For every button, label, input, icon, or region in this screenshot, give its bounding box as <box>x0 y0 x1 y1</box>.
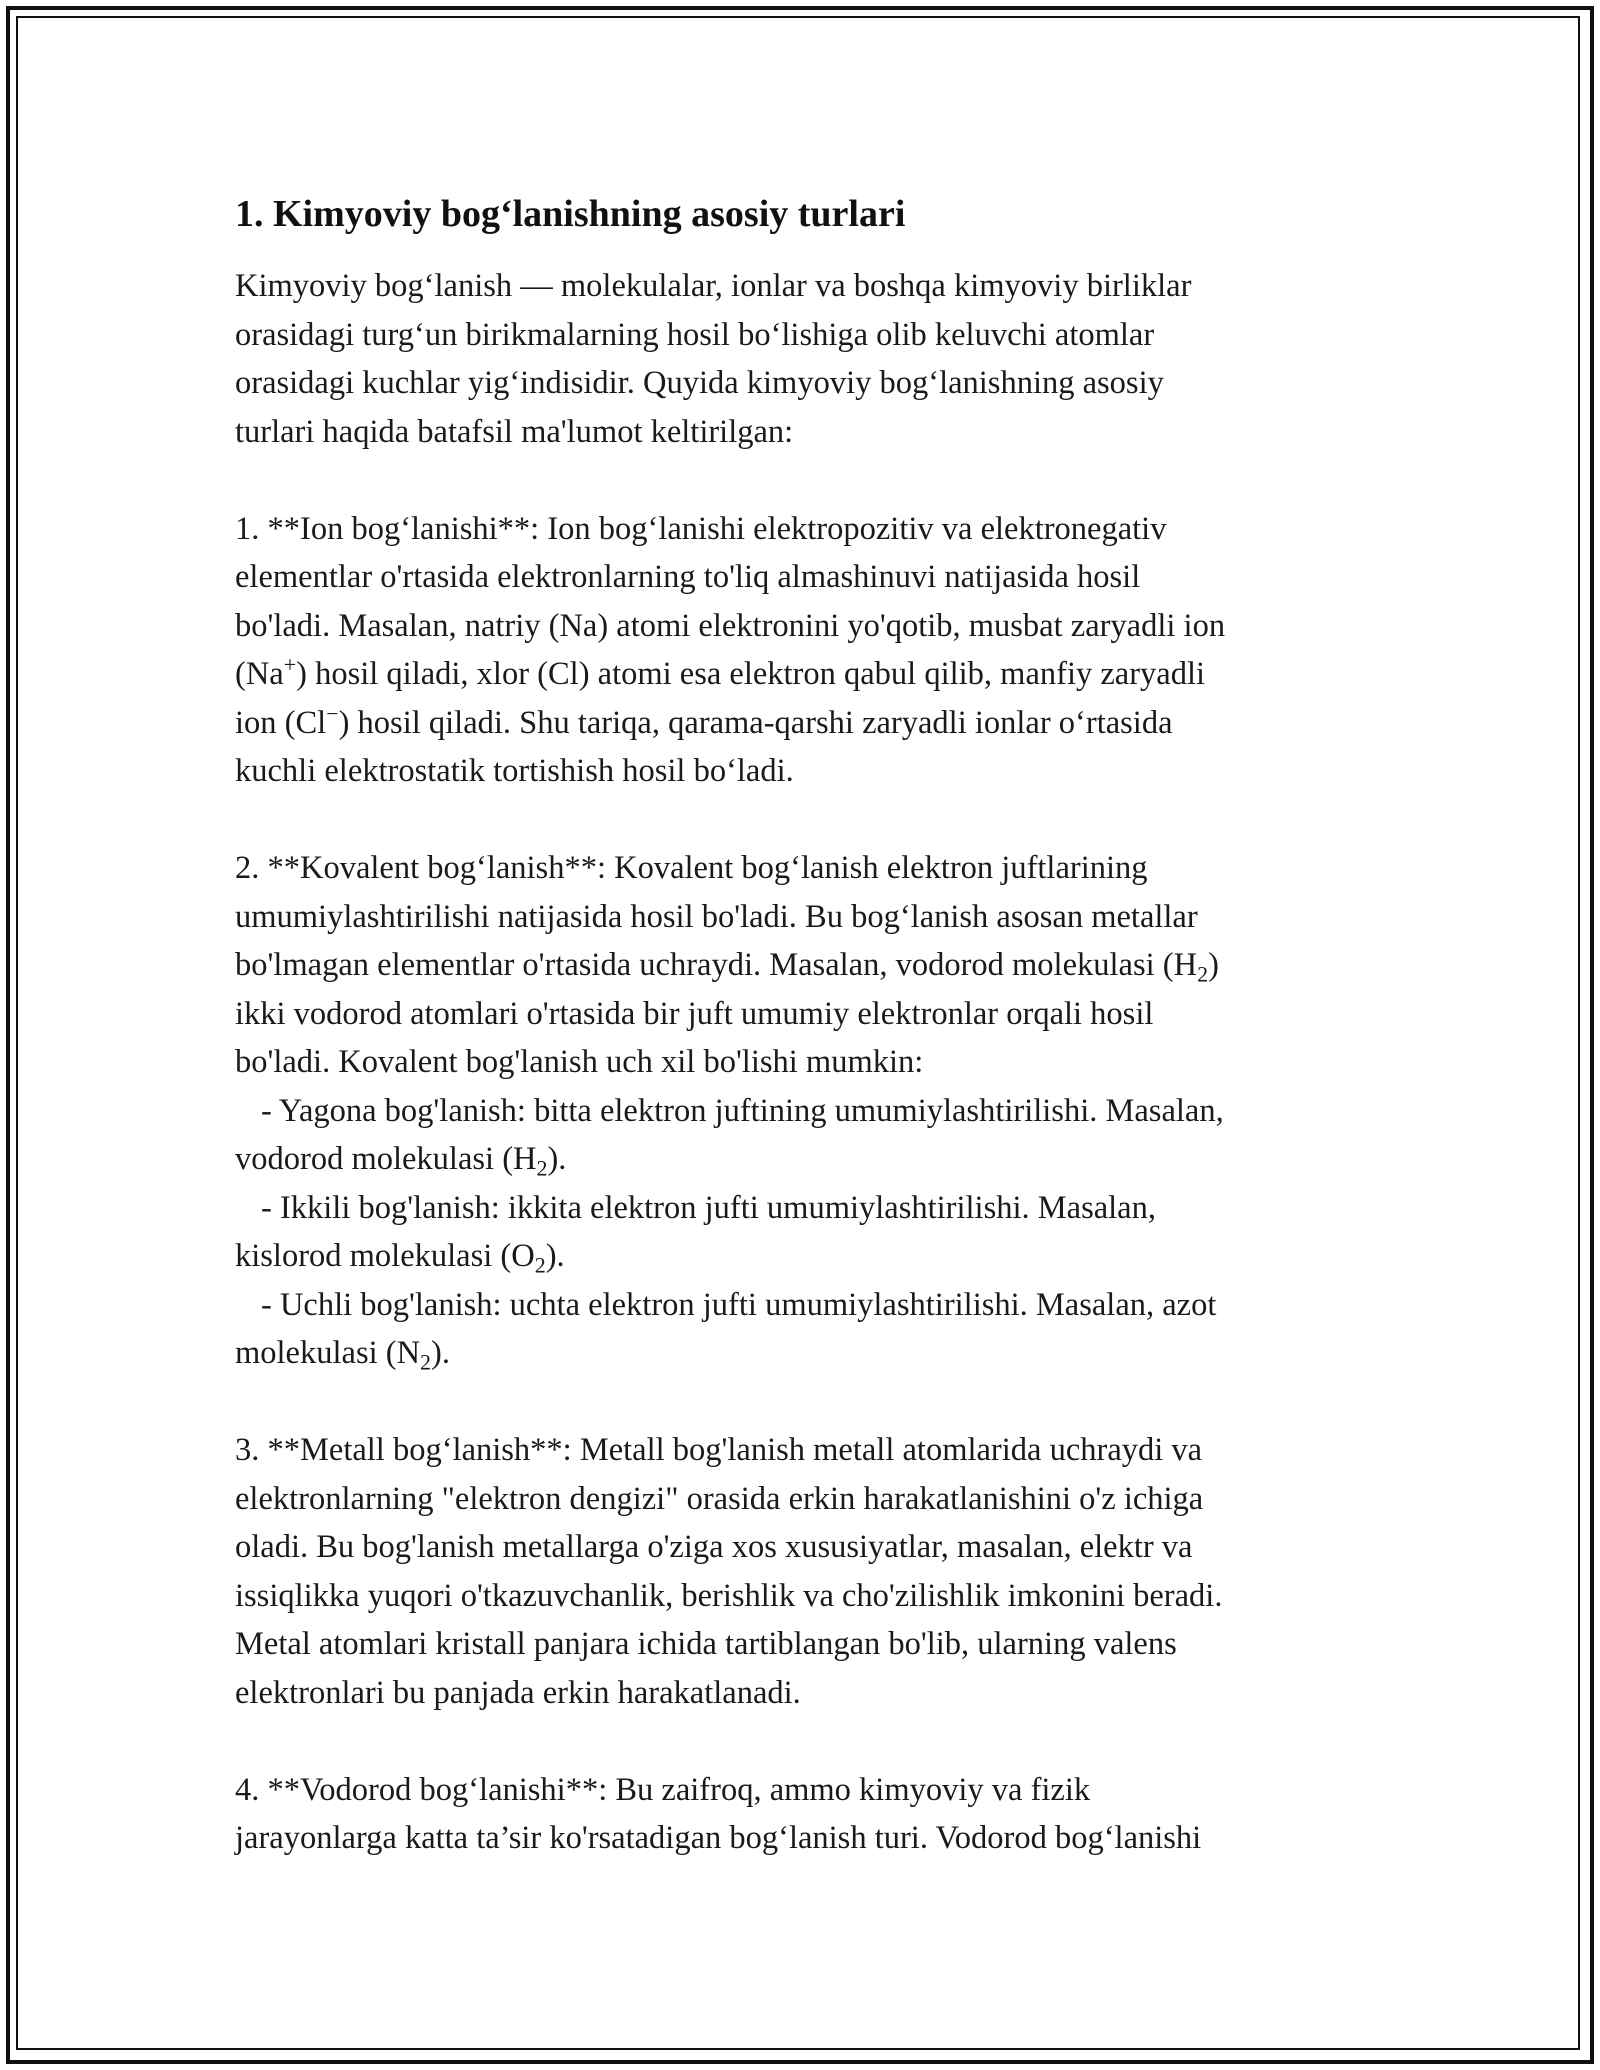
text-line: Kimyoviy bog‘lanish — molekulalar, ionlar va boshqa kimyoviy birliklar <box>235 268 1192 304</box>
text-fragment: ion (Cl <box>235 704 327 741</box>
text-fragment: ). <box>545 1238 565 1274</box>
text-line: 1. **Ion bog‘lanishi**: Ion bog‘lanishi elektropozitiv va elektronegativ <box>235 510 1167 547</box>
text-line: Metal atomlari kristall panjara ichida tartiblangan bo'lib, ularning valens <box>235 1626 1177 1662</box>
section-heading: 1. Kimyoviy bog‘lanishning asosiy turlari <box>235 193 906 235</box>
intro-paragraph <box>235 262 1365 1863</box>
text-line <box>235 941 1365 990</box>
text-line <box>235 1329 1365 1378</box>
text-fragment: ). <box>547 1141 567 1177</box>
text-line: kuchli elektrostatik tortishish hosil bo‘ladi. <box>235 753 794 789</box>
superscript: − <box>326 700 339 726</box>
text-fragment: ) hosil qiladi, xlor (Cl) atomi esa elektron qabul qilib, manfiy zaryadli <box>296 656 1206 692</box>
text-line: 4. **Vodorod bog‘lanishi**: Bu zaifroq, ammo kimyoviy va fizik <box>235 1771 1091 1808</box>
text-line: orasidagi kuchlar yig‘indisidir. Quyida kimyoviy bog‘lanishning asosiy <box>235 365 1164 401</box>
text-line: bo'ladi. Masalan, natriy (Na) atomi elektronini yo'qotib, musbat zaryadli ion <box>235 607 1226 644</box>
bullet-line: - Yagona bog'lanish: bitta elektron juftining umumiylashtirilishi. Masalan, <box>261 1092 1224 1129</box>
paragraph-gap <box>235 456 1365 505</box>
text-fragment: ). <box>431 1335 450 1371</box>
text-fragment: (Na <box>235 656 284 692</box>
bullet-line: - Uchli bog'lanish: uchta elektron jufti umumiylashtirilishi. Masalan, azot <box>261 1286 1217 1323</box>
text-line: bo'ladi. Kovalent bog'lanish uch xil bo'lishi mumkin: <box>235 1044 924 1080</box>
text-line: elektronlarning "elektron dengizi" orasida erkin harakatlanishini o'z ichiga <box>235 1480 1204 1517</box>
text-line: orasidagi turg‘un birikmalarning hosil bo‘lishiga olib keluvchi atomlar <box>235 316 1155 353</box>
text-fragment: bo'lmagan elementlar o'rtasida uchraydi. Masalan, vodorod molekulasi (H <box>235 947 1198 983</box>
text-line: elektronlari bu panjada erkin harakatlanadi. <box>235 1674 801 1711</box>
text-line: oladi. Bu bog'lanish metallarga o'ziga xos xususiyatlar, masalan, elektr va <box>235 1529 1193 1565</box>
text-fragment: ) <box>1208 947 1219 983</box>
text-line: jarayonlarga katta ta’sir ko'rsatadigan bog‘lanish turi. Vodorod bog‘lanishi <box>235 1820 1202 1856</box>
text-fragment: vodorod molekulasi (H <box>235 1141 537 1177</box>
text-line: issiqlikka yuqori o'tkazuvchanlik, berishlik va cho'zilishlik imkonini beradi. <box>235 1577 1223 1614</box>
subscript: 2 <box>420 1349 432 1375</box>
paragraph-gap <box>235 796 1365 845</box>
text-fragment: molekulasi (N <box>235 1335 421 1371</box>
text-line: 2. **Kovalent bog‘lanish**: Kovalent bog‘lanish elektron juftlarining <box>235 850 1148 886</box>
text-line <box>235 650 1365 699</box>
text-line <box>235 699 1365 748</box>
document-body <box>235 186 1365 1863</box>
text-line <box>235 1135 1365 1184</box>
text-line: turlari haqida batafsil ma'lumot keltirilgan: <box>235 413 794 450</box>
text-fragment: ) hosil qiladi. Shu tariqa, qarama-qarshi zaryadli ionlar o‘rtasida <box>338 704 1173 741</box>
subscript: 2 <box>536 1155 548 1181</box>
text-line <box>235 1232 1365 1281</box>
text-line: elementlar o'rtasida elektronlarning to'liq almashinuvi natijasida hosil <box>235 559 1141 595</box>
subscript: 2 <box>1197 961 1209 987</box>
paragraph-gap <box>235 1378 1365 1427</box>
paragraph-gap <box>235 1717 1365 1766</box>
text-fragment: kislorod molekulasi (O <box>235 1238 535 1274</box>
bullet-line: - Ikkili bog'lanish: ikkita elektron jufti umumiylashtirilishi. Masalan, <box>261 1189 1156 1226</box>
superscript: + <box>283 651 297 677</box>
subscript: 2 <box>534 1252 546 1278</box>
text-line: ikki vodorod atomlari o'rtasida bir juft umumiy elektronlar orqali hosil <box>235 995 1154 1032</box>
text-line: 3. **Metall bog‘lanish**: Metall bog'lanish metall atomlarida uchraydi va <box>235 1432 1203 1468</box>
text-line: umumiylashtirilishi natijasida hosil bo'ladi. Bu bog‘lanish asosan metallar <box>235 898 1198 935</box>
